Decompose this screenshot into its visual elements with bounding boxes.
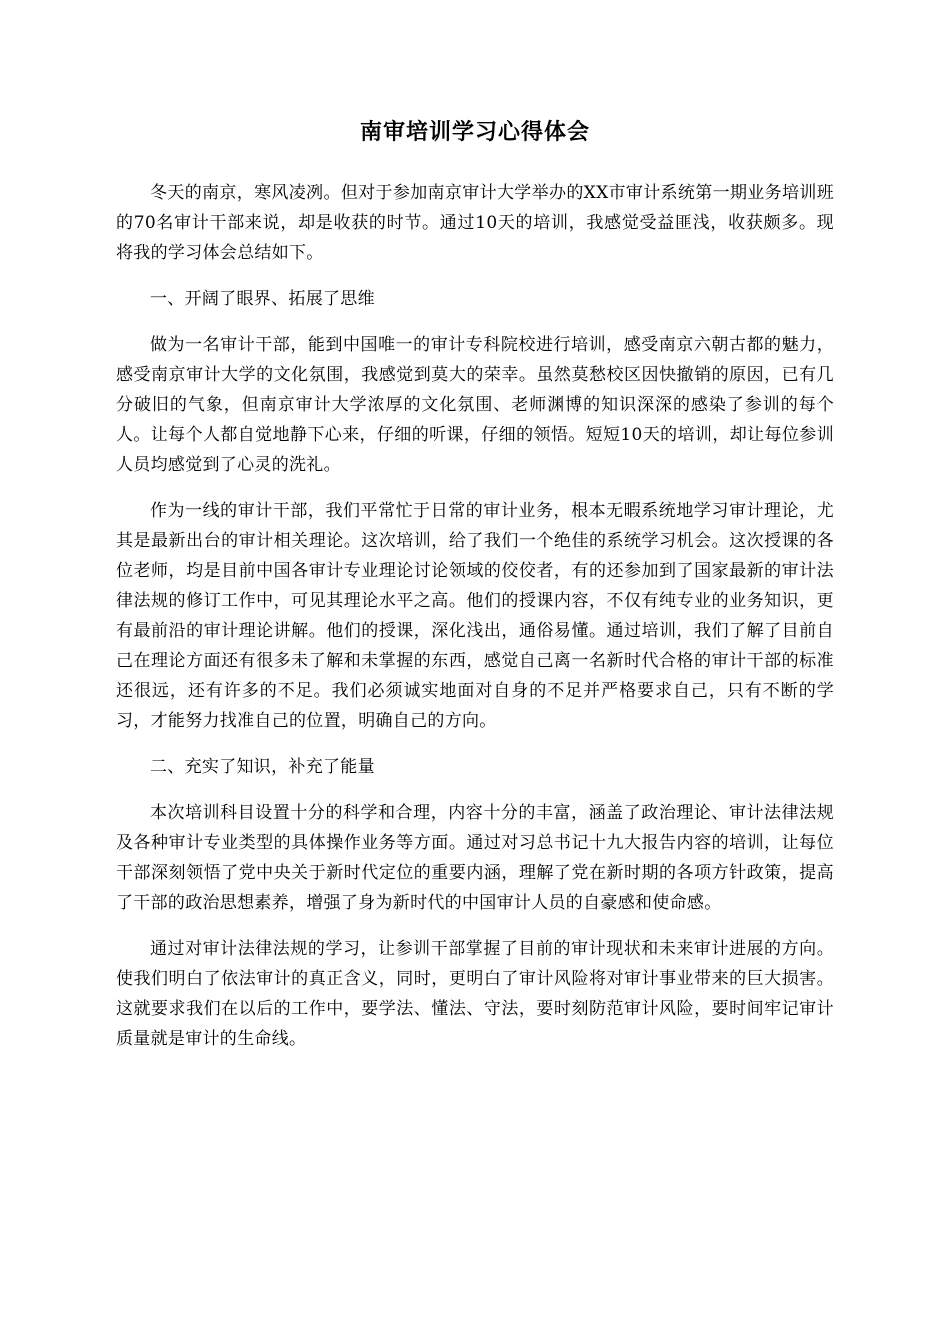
section-heading-1: 一、开阔了眼界、拓展了思维 [150, 289, 375, 309]
document-title: 南审培训学习心得体会 [359, 119, 590, 145]
document-body [116, 178, 834, 1070]
paragraph: 本次培训科目设置十分的科学和合理，内容十分的丰富，涵盖了政治理论、审计法律法规及各种审计专业类型的具体操作业务等方面。通过对习总书记十九大报告内容的培训，让每位干部深刻领悟了党中央关于新时代定位的重要内涵，理解了党在新时期的各项方针政策，提高了干部的政治思想素养，增强了身为新时代的中国审计人员的自豪感和使命感。 [116, 803, 834, 913]
paragraph-intro: 冬天的南京，寒风凌冽。但对于参加南京审计大学举办的XX市审计系统第一期业务培训班的70名审计干部来说，却是收获的时节。通过10天的培训，我感觉受益匪浅，收获颇多。现将我的学习体会总结如下。 [116, 183, 834, 263]
section-heading-2: 二、充实了知识，补充了能量 [150, 757, 375, 777]
paragraph: 做为一名审计干部，能到中国唯一的审计专科院校进行培训，感受南京六朝古都的魅力，感受南京审计大学的文化氛围，我感觉到莫大的荣幸。虽然莫愁校区因快撤销的原因，已有几分破旧的气象，但南京审计大学浓厚的文化氛围、老师渊博的知识深深的感染了参训的每个人。让每个人都自觉地静下心来，仔细的听课，仔细的领悟。短短10天的培训，却让每位参训人员均感觉到了心灵的洗礼。 [116, 335, 834, 475]
paragraph: 通过对审计法律法规的学习，让参训干部掌握了目前的审计现状和未来审计进展的方向。使我们明白了依法审计的真正含义，同时，更明白了审计风险将对审计事业带来的巨大损害。这就要求我们在以后的工作中，要学法、懂法、守法，要时刻防范审计风险，要时间牢记审计质量就是审计的生命线。 [116, 939, 834, 1049]
paragraph: 作为一线的审计干部，我们平常忙于日常的审计业务，根本无暇系统地学习审计理论，尤其是最新出台的审计相关理论。这次培训，给了我们一个绝佳的系统学习机会。这次授课的各位老师，均是目前中国各审计专业理论讨论领域的佼佼者，有的还参加到了国家最新的审计法律法规的修订工作中，可见其理论水平之高。他们的授课内容，不仅有纯专业的业务知识，更有最前沿的审计理论讲解。他们的授课，深化浅出，通俗易懂。通过培训，我们了解了目前自己在理论方面还有很多未了解和未掌握的东西，感觉自己离一名新时代合格的审计干部的标准还很远，还有许多的不足。我们必须诚实地面对自身的不足并严格要求自己，只有不断的学习，才能努力找准自己的位置，明确自己的方向。 [116, 501, 834, 731]
